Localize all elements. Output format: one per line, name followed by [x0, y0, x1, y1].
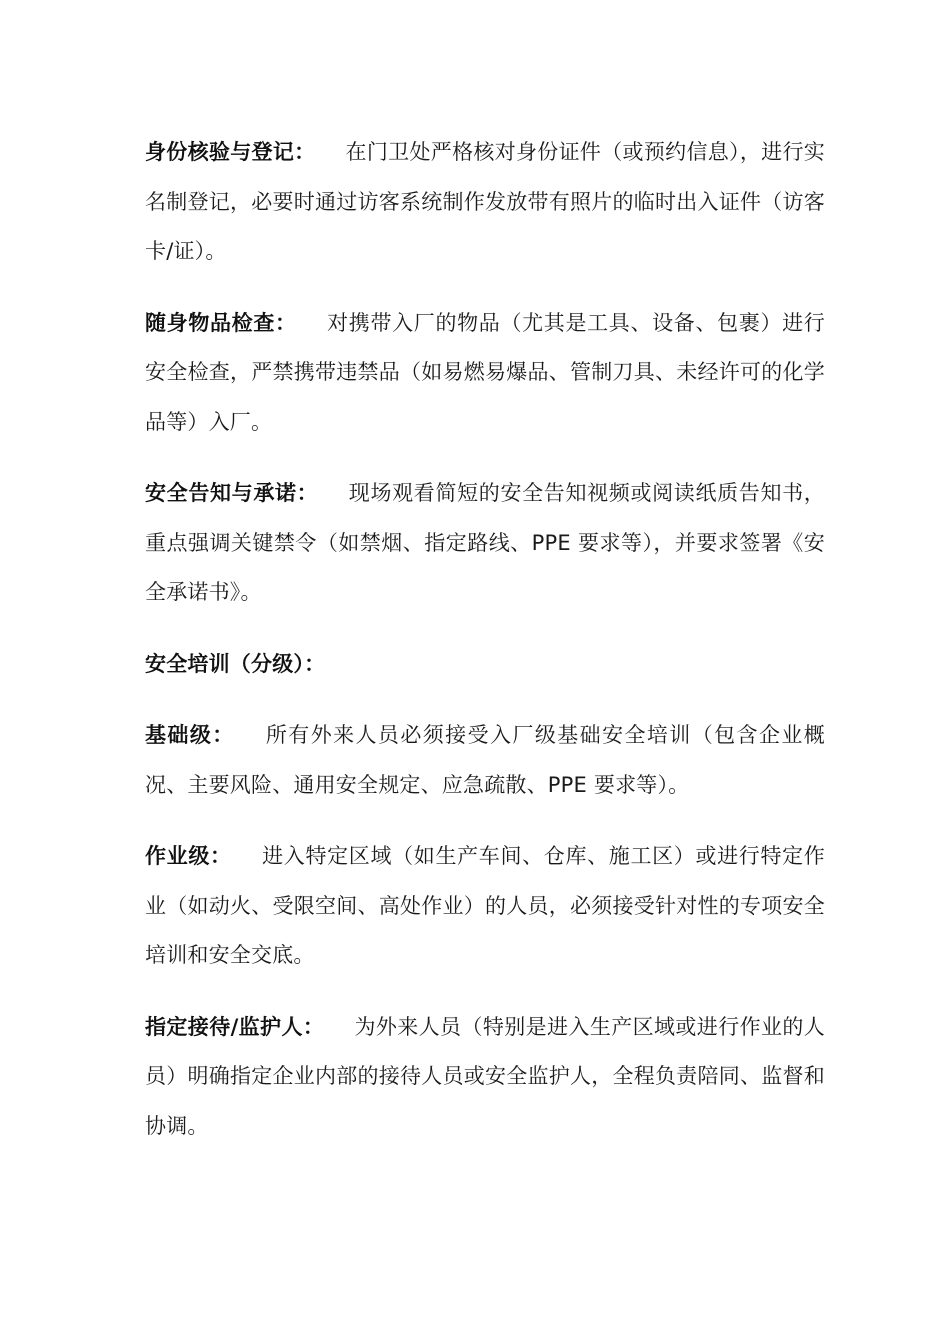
section-heading: 基础级：: [145, 723, 235, 747]
section-heading: 安全告知与承诺：: [145, 481, 319, 505]
section-text: 进入特定区域（如生产车间、仓库、施工区）或进行特定作业（如动火、受限空间、高处作业）的人员，必须接受针对性的专项安全培训和安全交底。: [145, 844, 825, 967]
section-identity-verification: [145, 128, 825, 277]
section-basic-level: [145, 711, 825, 810]
section-belongings-check: [145, 299, 825, 448]
section-text: 在门卫处严格核对身份证件（或预约信息），进行实名制登记，必要时通过访客系统制作发放带有照片的临时出入证件（访客卡/证）。: [145, 140, 825, 263]
section-text: 所有外来人员必须接受入厂级基础安全培训（包含企业概况、主要风险、通用安全规定、应急疏散、PPE 要求等）。: [145, 723, 825, 797]
section-heading: 指定接待/监护人：: [145, 1014, 325, 1039]
section-work-level: [145, 832, 825, 981]
document-body: [145, 128, 825, 1173]
section-text: 为外来人员（特别是进入生产区域或进行作业的人员）明确指定企业内部的接待人员或安全监护人，全程负责陪同、监督和协调。: [145, 1014, 825, 1138]
section-heading: 安全培训（分级）：: [145, 651, 326, 676]
section-heading: 作业级：: [145, 844, 232, 868]
section-safety-notice: [145, 469, 825, 618]
section-heading: 身份核验与登记：: [145, 140, 316, 164]
section-safety-training: [145, 640, 825, 690]
section-designated-guardian: [145, 1003, 825, 1152]
section-text: 对携带入厂的物品（尤其是工具、设备、包裹）进行安全检查，严禁携带违禁品（如易燃易爆品、管制刀具、未经许可的化学品等）入厂。: [145, 310, 825, 434]
section-heading: 随身物品检查：: [145, 310, 297, 335]
section-text: 现场观看简短的安全告知视频或阅读纸质告知书，重点强调关键禁令（如禁烟、指定路线、PPE 要求等），并要求签署《安全承诺书》。: [145, 481, 825, 604]
